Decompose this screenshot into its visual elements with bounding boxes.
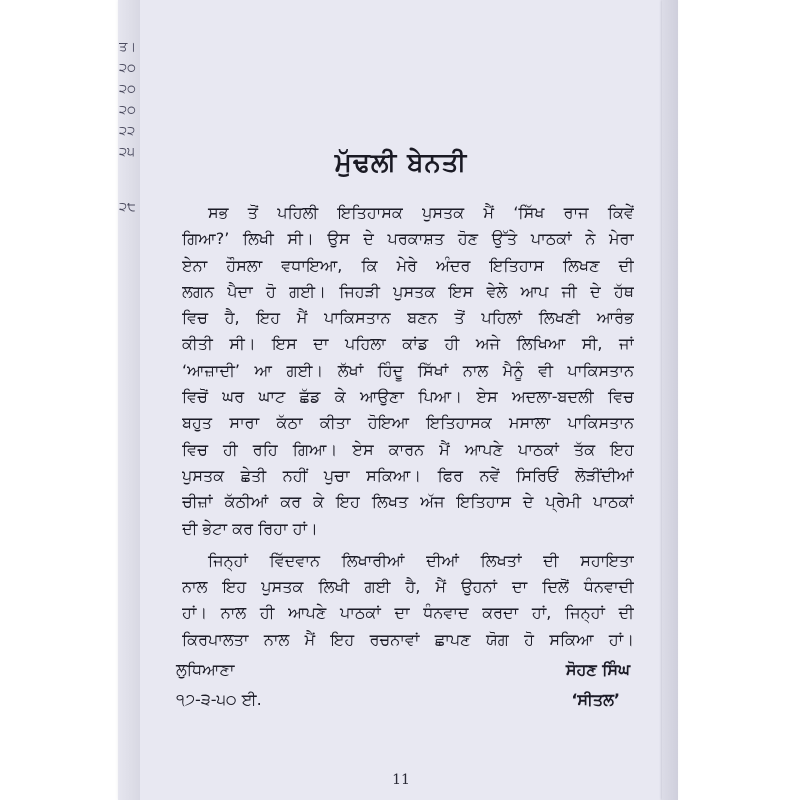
book-page bbox=[140, 0, 662, 800]
signature-date: ੧੭-੩-੫੦ ਈ. bbox=[176, 690, 262, 709]
text-line: ਜਿਨ੍ਹਾਂ ਵਿੱਦਵਾਨ ਲਿਖਾਰੀਆਂ ਦੀਆਂ ਲਿਖਤਾਂ ਦੀ ਸਹਾਇਤਾ bbox=[208, 550, 634, 570]
fragment-text: ੨੦ bbox=[119, 61, 136, 76]
signature-place: ਲੁਧਿਆਣਾ bbox=[176, 660, 235, 679]
author-alias: ‘ਸੀਤਲ’ bbox=[571, 690, 620, 709]
previous-page-fragments bbox=[119, 38, 141, 219]
text-line: ਨਾਲ ਇਹ ਪੁਸਤਕ ਲਿਖੀ ਗਈ ਹੈ, ਮੈਂ ਉਹਨਾਂ ਦਾ ਦਿਲੋਂ ਧੰਨਵਾਦੀ bbox=[182, 577, 634, 597]
text-line: ਵਿਚੋਂ ਘਰ ਘਾਟ ਛੱਡ ਕੇ ਆਉਣਾ ਪਿਆ। ਏਸ ਅਦਲਾ-ਬਦਲੀ ਵਿਚ bbox=[182, 387, 634, 407]
text-line: ਕਿਰਪਾਲਤਾ ਨਾਲ ਮੈਂ ਇਹ ਰਚਨਾਵਾਂ ਛਾਪਣ ਯੋਗ ਹੋ ਸਕਿਆ ਹਾਂ। bbox=[182, 629, 634, 649]
page-number: 11 bbox=[392, 772, 410, 788]
fragment-text: ੨੮ bbox=[119, 200, 136, 215]
text-line: ਗਿਆ?’ ਲਿਖੀ ਸੀ। ਉਸ ਦੇ ਪਰਕਾਸ਼ਤ ਹੋਣ ਉੱਤੇ ਪਾਠਕਾਂ ਨੇ ਮੇਰਾ bbox=[182, 229, 634, 249]
text-line: ਪੁਸਤਕ ਛੇਤੀ ਨਹੀਂ ਪੁਚਾ ਸਕਿਆ। ਫਿਰ ਨਵੇਂ ਸਿਰਿਓਂ ਲੋੜੀਂਦੀਆਂ bbox=[182, 465, 634, 485]
preface-body bbox=[182, 200, 634, 653]
text-line: ਚੀਜ਼ਾਂ ਕੱਠੀਆਂ ਕਰ ਕੇ ਇਹ ਲਿਖਤ ਅੱਜ ਇਤਿਹਾਸ ਦੇ ਪ੍ਰੇਮੀ ਪਾਠਕਾਂ bbox=[182, 492, 634, 512]
text-line: ਵਿਚ ਹੈ, ਇਹ ਮੈਂ ਪਾਕਿਸਤਾਨ ਬਣਨ ਤੋਂ ਪਹਿਲਾਂ ਲਿਖਣੀ ਆਰੰਭ bbox=[182, 308, 634, 328]
fragment-text: ਤ। bbox=[119, 40, 137, 55]
text-line: ਹਾਂ। ਨਾਲ ਹੀ ਆਪਣੇ ਪਾਠਕਾਂ ਦਾ ਧੰਨਵਾਦ ਕਰਦਾ ਹਾਂ, ਜਿਨ੍ਹਾਂ ਦੀ bbox=[182, 603, 634, 623]
page-title: ਮੁੱਢਲੀ ਬੇਨਤੀ bbox=[334, 148, 468, 178]
text-line: ਏਨਾ ਹੌਸਲਾ ਵਧਾਇਆ, ਕਿ ਮੇਰੇ ਅੰਦਰ ਇਤਿਹਾਸ ਲਿਖਣ ਦੀ bbox=[182, 255, 634, 275]
text-line: ਕੀਤੀ ਸੀ। ਇਸ ਦਾ ਪਹਿਲਾ ਕਾਂਡ ਹੀ ਅਜੇ ਲਿਖਿਆ ਸੀ, ਜਾਂ bbox=[182, 334, 634, 354]
text-line: ਬਹੁਤ ਸਾਰਾ ਕੱਠਾ ਕੀਤਾ ਹੋਇਆ ਇਤਿਹਾਸਕ ਮਸਾਲਾ ਪਾਕਿਸਤਾਨ bbox=[182, 413, 634, 433]
text-line: ਸਭ ਤੋਂ ਪਹਿਲੀ ਇਤਿਹਾਸਕ ਪੁਸਤਕ ਮੈਂ ‘ਸਿੱਖ ਰਾਜ ਕਿਵੇਂ bbox=[208, 203, 634, 222]
fragment-text: ੨੦ bbox=[119, 82, 136, 97]
text-line: ਲਗਨ ਪੈਦਾ ਹੋ ਗਈ। ਜਿਹੜੀ ਪੁਸਤਕ ਇਸ ਵੇਲੇ ਆਪ ਜੀ ਦੇ ਹੱਥ bbox=[182, 281, 634, 301]
author-name: ਸੋਹਣ ਸਿੰਘ bbox=[565, 660, 630, 679]
text-line: ਦੀ ਭੇਟਾ ਕਰ ਰਿਹਾ ਹਾਂ। bbox=[182, 518, 318, 538]
fragment-text: ੨੫ bbox=[119, 145, 135, 160]
text-line: ਵਿਚ ਹੀ ਰਹਿ ਗਿਆ। ਏਸ ਕਾਰਨ ਮੈਂ ਆਪਣੇ ਪਾਠਕਾਂ ਤੱਕ ਇਹ bbox=[182, 439, 634, 459]
text-line: ‘ਆਜ਼ਾਦੀ’ ਆ ਗਈ। ਲੱਖਾਂ ਹਿੰਦੂ ਸਿੱਖਾਂ ਨਾਲ ਮੈਨੂੰ ਵੀ ਪਾਕਿਸਤਾਨ bbox=[182, 360, 634, 380]
fragment-text: ੨੦ bbox=[119, 103, 136, 118]
fragment-text: ੨੨ bbox=[119, 124, 136, 139]
page-edge-shadow bbox=[662, 0, 678, 800]
